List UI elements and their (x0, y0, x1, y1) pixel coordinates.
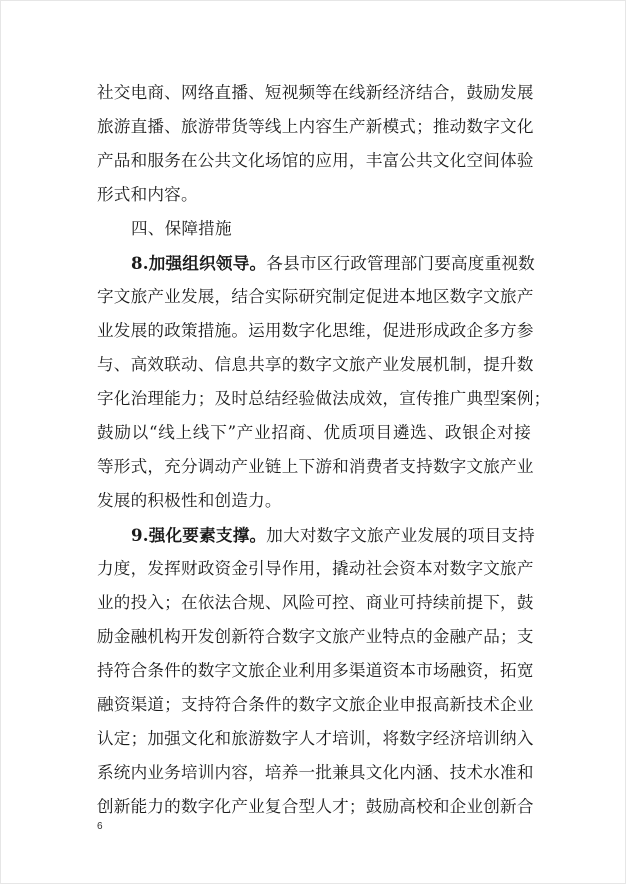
item8-line: 与、高效联动、信息共享的数字文旅产业发展机制，提升数 (97, 355, 534, 374)
item9-line: 持符合条件的数字文旅企业利用多渠道资本市场融资，拓宽 (97, 661, 534, 680)
item9-line: 励金融机构开发创新符合数字文旅产业特点的金融产品；支 (97, 627, 534, 646)
item8-line: 鼓励以“线上线下”产业招商、优质项目遴选、政银企对接 (97, 423, 531, 442)
page-number: 6 (97, 821, 103, 832)
item9-line: 认定；加强文化和旅游数字人才培训，将数字经济培训纳入 (97, 729, 534, 748)
paragraph-line: 形式和内容。 (97, 185, 198, 204)
item9-line: 力度，发挥财政资金引导作用，撬动社会资本对数字文旅产 (97, 559, 534, 578)
item8-line: 字化治理能力；及时总结经验做法成效，宣传推广典型案例； (97, 389, 551, 408)
paragraph-line: 社交电商、网络直播、短视频等在线新经济结合，鼓励发展 (97, 83, 534, 102)
item9-lead: 9.强化要素支撑。 (131, 525, 267, 545)
item8-line: 发展的积极性和创造力。 (97, 491, 282, 510)
item9-line: 业的投入；在依法合规、风险可控、商业可持续前提下，鼓 (97, 593, 534, 612)
item8-first-line (131, 252, 535, 274)
item9-first-rest: 加大对数字文旅产业发展的项目支持 (266, 526, 535, 545)
section-heading: 四、保障措施 (131, 219, 232, 238)
item9-line: 创新能力的数字化产业复合型人才；鼓励高校和企业创新合 (97, 797, 534, 816)
item8-first-rest: 各县市区行政管理部门要高度重视数 (266, 254, 535, 273)
paragraph-line: 产品和服务在公共文化场馆的应用，丰富公共文化空间体验 (97, 151, 534, 170)
item9-line: 系统内业务培训内容，培养一批兼具文化内涵、技术水准和 (97, 763, 534, 782)
item8-line: 等形式，充分调动产业链上下游和消费者支持数字文旅产业 (97, 457, 534, 476)
item8-line: 字文旅产业发展，结合实际研究制定促进本地区数字文旅产 (97, 287, 534, 306)
item8-lead: 8.加强组织领导。 (131, 253, 267, 273)
item8-line: 业发展的政策措施。运用数字化思维，促进形成政企多方参 (97, 321, 534, 340)
item9-first-line (131, 524, 535, 546)
item9-line: 融资渠道；支持符合条件的数字文旅企业申报高新技术企业 (97, 695, 534, 714)
paragraph-line: 旅游直播、旅游带货等线上内容生产新模式；推动数字文化 (97, 117, 534, 136)
